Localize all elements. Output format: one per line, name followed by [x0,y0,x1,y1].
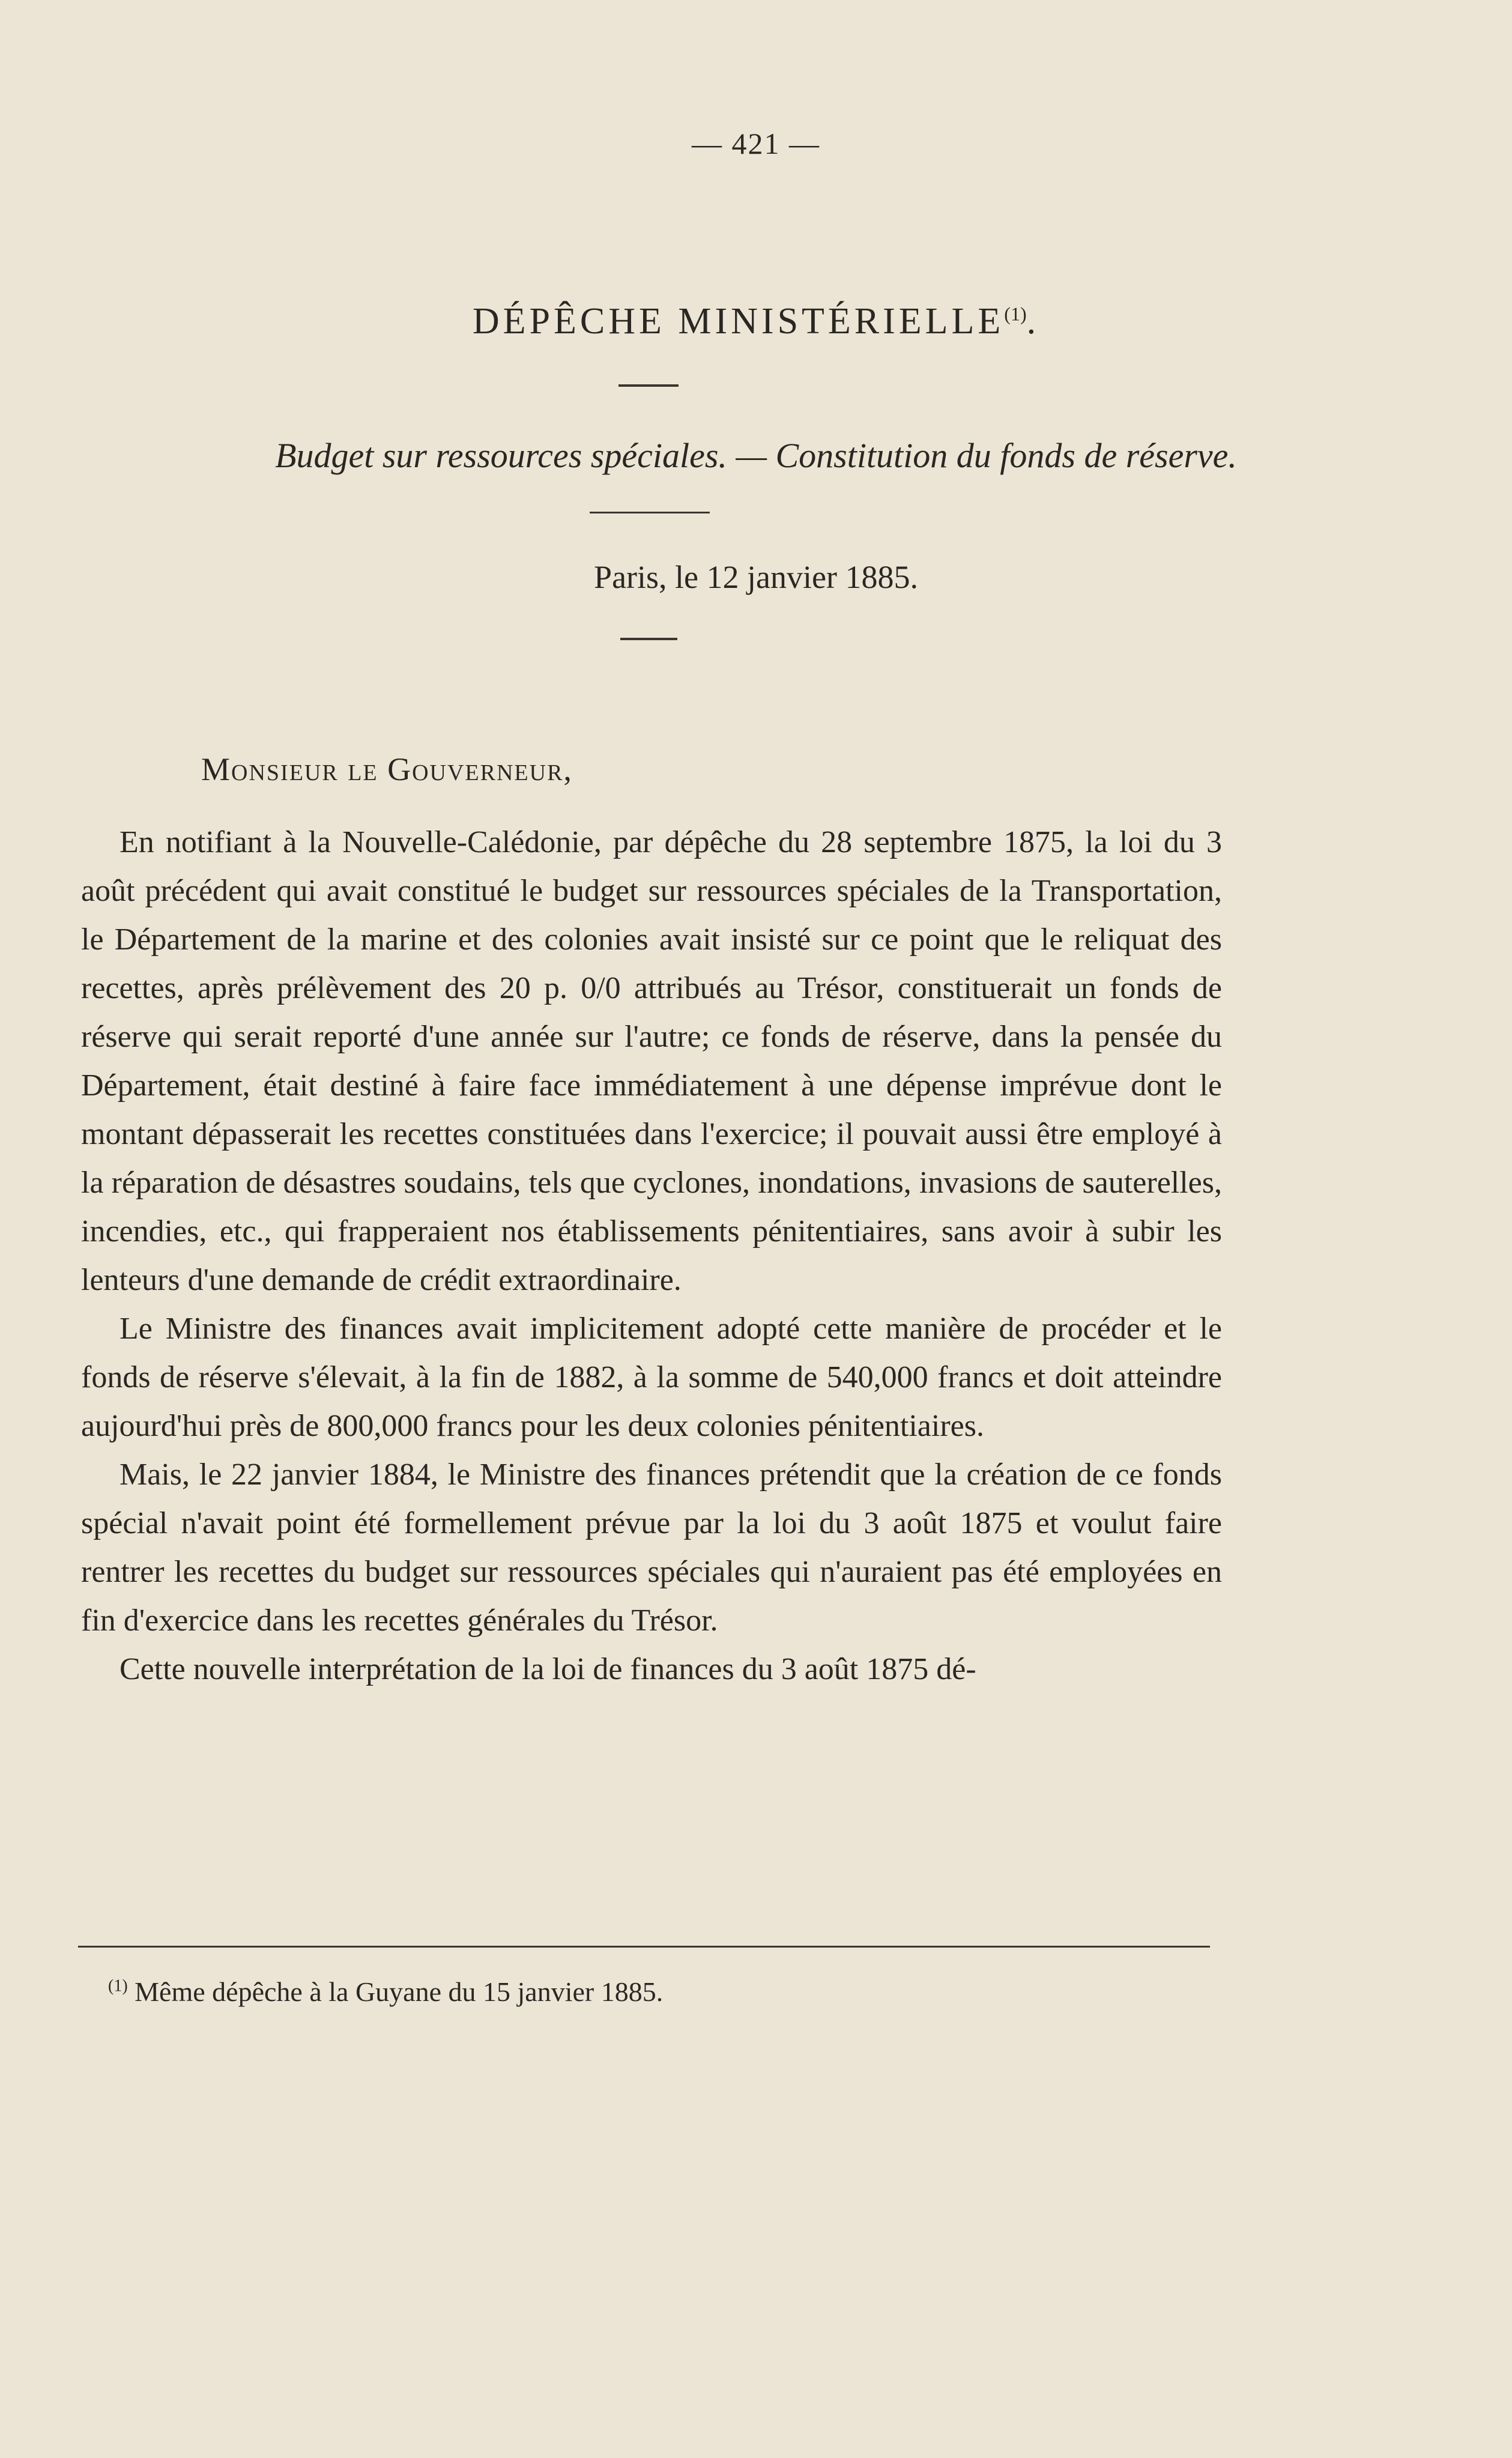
footnote-mark: (1) [108,1976,128,1996]
subtitle: Budget sur ressources spéciales. — Constitution du fonds de réserve. [275,436,1237,475]
title-text: DÉPÊCHE MINISTÉRIELLE [472,301,1005,342]
salutation: Monsieur le Gouverneur, [201,751,573,787]
paragraph: Mais, le 22 janvier 1884, le Ministre des finances prétendit que la création de ce fonds spécial n'avait point été formellement prévue par la loi du 3 août 1875 et voulut faire rentrer les recettes du budget sur ressources spéciales qui n'auraient pas été employées en fin d'exercice dans les recettes générales du Trésor. [81,1458,1222,1638]
footnote [108,1976,1213,2008]
footnote-text: Même dépêche à la Guyane du 15 janvier 1885. [135,1976,664,2007]
title-divider [618,384,679,387]
title-punctuation: . [1026,301,1040,342]
paragraph: En notifiant à la Nouvelle-Calédonie, par dépêche du 28 septembre 1875, la loi du 3 août précédent qui avait constitué le budget sur ressources spéciales de la Transportation, le Département de la marine et des colonies avait insisté sur ce point que le reliquat des recettes, après prélèvement des 20 p. 0/0 attribués au Trésor, constituerait un fonds de réserve qui serait reporté d'une année sur l'autre; ce fonds de réserve, dans la pensée du Département, était destiné à faire face immédiatement à une dépense imprévue dont le montant dépasserait les recettes constituées dans l'exercice; il pouvait aussi être employé à la réparation de désastres soudains, tels que cyclones, inondations, invasions de sauterelles, incendies, etc., qui frapperaient nos établissements pénitentiaires, sans avoir à subir les lenteurs d'une demande de crédit extraordinaire. [81,825,1222,1297]
page-title [0,300,1512,343]
page-number: — 421 — [692,127,820,160]
title-footnote-mark[interactable]: (1) [1004,303,1027,325]
subtitle-divider [590,512,710,513]
dateline-divider [620,638,677,640]
paragraph: Cette nouvelle interprétation de la loi de finances du 3 août 1875 dé- [119,1652,976,1686]
body-text [81,818,1222,1694]
paragraph: Le Ministre des finances avait implicitement adopté cette manière de procéder et le fonds de réserve s'élevait, à la fin de 1882, à la somme de 540,000 francs et doit atteindre aujourd'hui près de 800,000 francs pour les deux colonies pénitentiaires. [81,1312,1222,1443]
footnote-divider [78,1946,1210,1948]
dateline: Paris, le 12 janvier 1885. [594,559,918,595]
